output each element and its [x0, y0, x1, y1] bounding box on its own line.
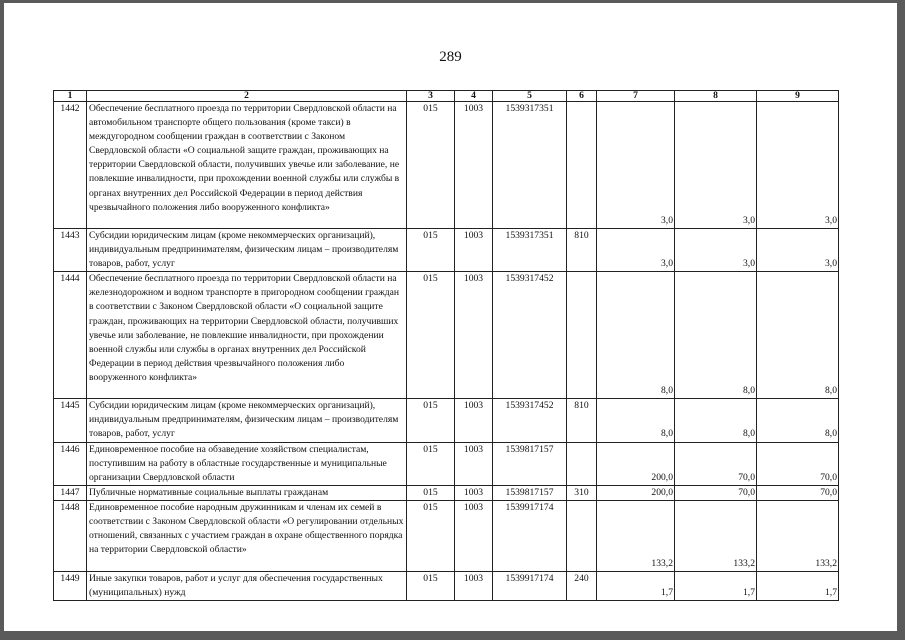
table-row [54, 399, 839, 442]
cell-col3: 015 [407, 485, 455, 500]
cell-col4: 1003 [455, 571, 493, 600]
header-row [54, 91, 839, 102]
col-header: 1 [54, 91, 87, 102]
cell-col4: 1003 [455, 229, 493, 272]
cell-col7: 200,0 [597, 485, 675, 500]
cell-col6 [567, 272, 597, 399]
cell-col5: 1539317351 [493, 102, 567, 229]
cell-col9: 70,0 [757, 485, 839, 500]
row-number: 1443 [54, 229, 87, 272]
cell-col7: 8,0 [597, 272, 675, 399]
table-row [54, 442, 839, 485]
row-number: 1447 [54, 485, 87, 500]
col-header: 2 [87, 91, 407, 102]
cell-col9: 8,0 [757, 399, 839, 442]
cell-col8: 3,0 [675, 102, 757, 229]
col-header: 3 [407, 91, 455, 102]
cell-col7: 133,2 [597, 500, 675, 571]
table-row [54, 500, 839, 571]
cell-col6: 310 [567, 485, 597, 500]
cell-col3: 015 [407, 442, 455, 485]
cell-col6 [567, 500, 597, 571]
cell-col5: 1539917174 [493, 500, 567, 571]
cell-col7: 8,0 [597, 399, 675, 442]
cell-col4: 1003 [455, 485, 493, 500]
cell-col5: 1539817157 [493, 485, 567, 500]
col-header: 6 [567, 91, 597, 102]
page-number: 289 [439, 49, 462, 65]
cell-col9: 3,0 [757, 229, 839, 272]
table-row [54, 102, 839, 229]
cell-col9: 70,0 [757, 442, 839, 485]
row-number: 1445 [54, 399, 87, 442]
cell-col8: 70,0 [675, 485, 757, 500]
cell-col5: 1539317452 [493, 399, 567, 442]
cell-col7: 3,0 [597, 102, 675, 229]
cell-col8: 133,2 [675, 500, 757, 571]
cell-col9: 3,0 [757, 102, 839, 229]
cell-col4: 1003 [455, 399, 493, 442]
cell-col4: 1003 [455, 272, 493, 399]
cell-col6 [567, 102, 597, 229]
col-header: 4 [455, 91, 493, 102]
row-name: Субсидии юридическим лицам (кроме некоммерческих организаций), индивидуальным предпринимателям, физическим лицам – производителям товаров, работ, услуг [87, 399, 407, 442]
table-row [54, 485, 839, 500]
cell-col8: 8,0 [675, 272, 757, 399]
col-header: 5 [493, 91, 567, 102]
row-name: Обеспечение бесплатного проезда по территории Свердловской области на железнодорожном и водном транспорте в пригородном сообщении граждан в соответствии с Законом Свердловской области «О социальной защите граждан, проживающих на территории Свердловской области, получивших увечье или заболевание, не повлекшие инвалидности, при прохождении военной службы или службы в органах внутренних дел Российской Федерации в период действия чрезвычайного положения либо вооруженного конфликта» [87, 272, 407, 399]
cell-col7: 200,0 [597, 442, 675, 485]
col-header: 7 [597, 91, 675, 102]
cell-col3: 015 [407, 399, 455, 442]
cell-col4: 1003 [455, 500, 493, 571]
cell-col4: 1003 [455, 442, 493, 485]
cell-col6: 240 [567, 571, 597, 600]
row-name: Субсидии юридическим лицам (кроме некоммерческих организаций), индивидуальным предпринимателям, физическим лицам – производителям товаров, работ, услуг [87, 229, 407, 272]
cell-col8: 3,0 [675, 229, 757, 272]
cell-col3: 015 [407, 272, 455, 399]
cell-col8: 8,0 [675, 399, 757, 442]
cell-col9: 133,2 [757, 500, 839, 571]
row-name: Обеспечение бесплатного проезда по территории Свердловской области на автомобильном транспорте общего пользования (кроме такси) в междугородном сообщении граждан в соответствии с Законом Свердловской области «О социальной защите граждан, проживающих на территории Свердловской области, получивших увечье или заболевание, не повлекшие инвалидности, при прохождении военной службы или службы в органах внутренних дел Российской Федерации в период действия чрезвычайного положения либо вооруженного конфликта» [87, 102, 407, 229]
cell-col9: 1,7 [757, 571, 839, 600]
cell-col3: 015 [407, 102, 455, 229]
budget-table [53, 90, 839, 601]
cell-col7: 3,0 [597, 229, 675, 272]
col-header: 9 [757, 91, 839, 102]
row-name: Единовременное пособие народным дружинникам и членам их семей в соответствии с Законом Свердловской области «О регулировании отдельных отношений, связанных с участием граждан в охране общественного порядка на территории Свердловской области» [87, 500, 407, 571]
row-number: 1442 [54, 102, 87, 229]
row-name: Единовременное пособие на обзаведение хозяйством специалистам, поступившим на работу в областные государственные и муниципальные организации Свердловской области [87, 442, 407, 485]
cell-col5: 1539317452 [493, 272, 567, 399]
cell-col8: 70,0 [675, 442, 757, 485]
cell-col3: 015 [407, 500, 455, 571]
cell-col4: 1003 [455, 102, 493, 229]
cell-col3: 015 [407, 229, 455, 272]
row-number: 1444 [54, 272, 87, 399]
row-number: 1448 [54, 500, 87, 571]
table-row [54, 229, 839, 272]
col-header: 8 [675, 91, 757, 102]
row-name: Иные закупки товаров, работ и услуг для обеспечения государственных (муниципальных) нужд [87, 571, 407, 600]
cell-col6: 810 [567, 229, 597, 272]
row-number: 1449 [54, 571, 87, 600]
cell-col3: 015 [407, 571, 455, 600]
document-page [4, 3, 897, 631]
cell-col5: 1539817157 [493, 442, 567, 485]
table-row [54, 571, 839, 600]
cell-col7: 1,7 [597, 571, 675, 600]
cell-col6 [567, 442, 597, 485]
cell-col5: 1539917174 [493, 571, 567, 600]
row-name: Публичные нормативные социальные выплаты гражданам [87, 485, 407, 500]
cell-col9: 8,0 [757, 272, 839, 399]
table-row [54, 272, 839, 399]
cell-col8: 1,7 [675, 571, 757, 600]
cell-col5: 1539317351 [493, 229, 567, 272]
row-number: 1446 [54, 442, 87, 485]
cell-col6: 810 [567, 399, 597, 442]
